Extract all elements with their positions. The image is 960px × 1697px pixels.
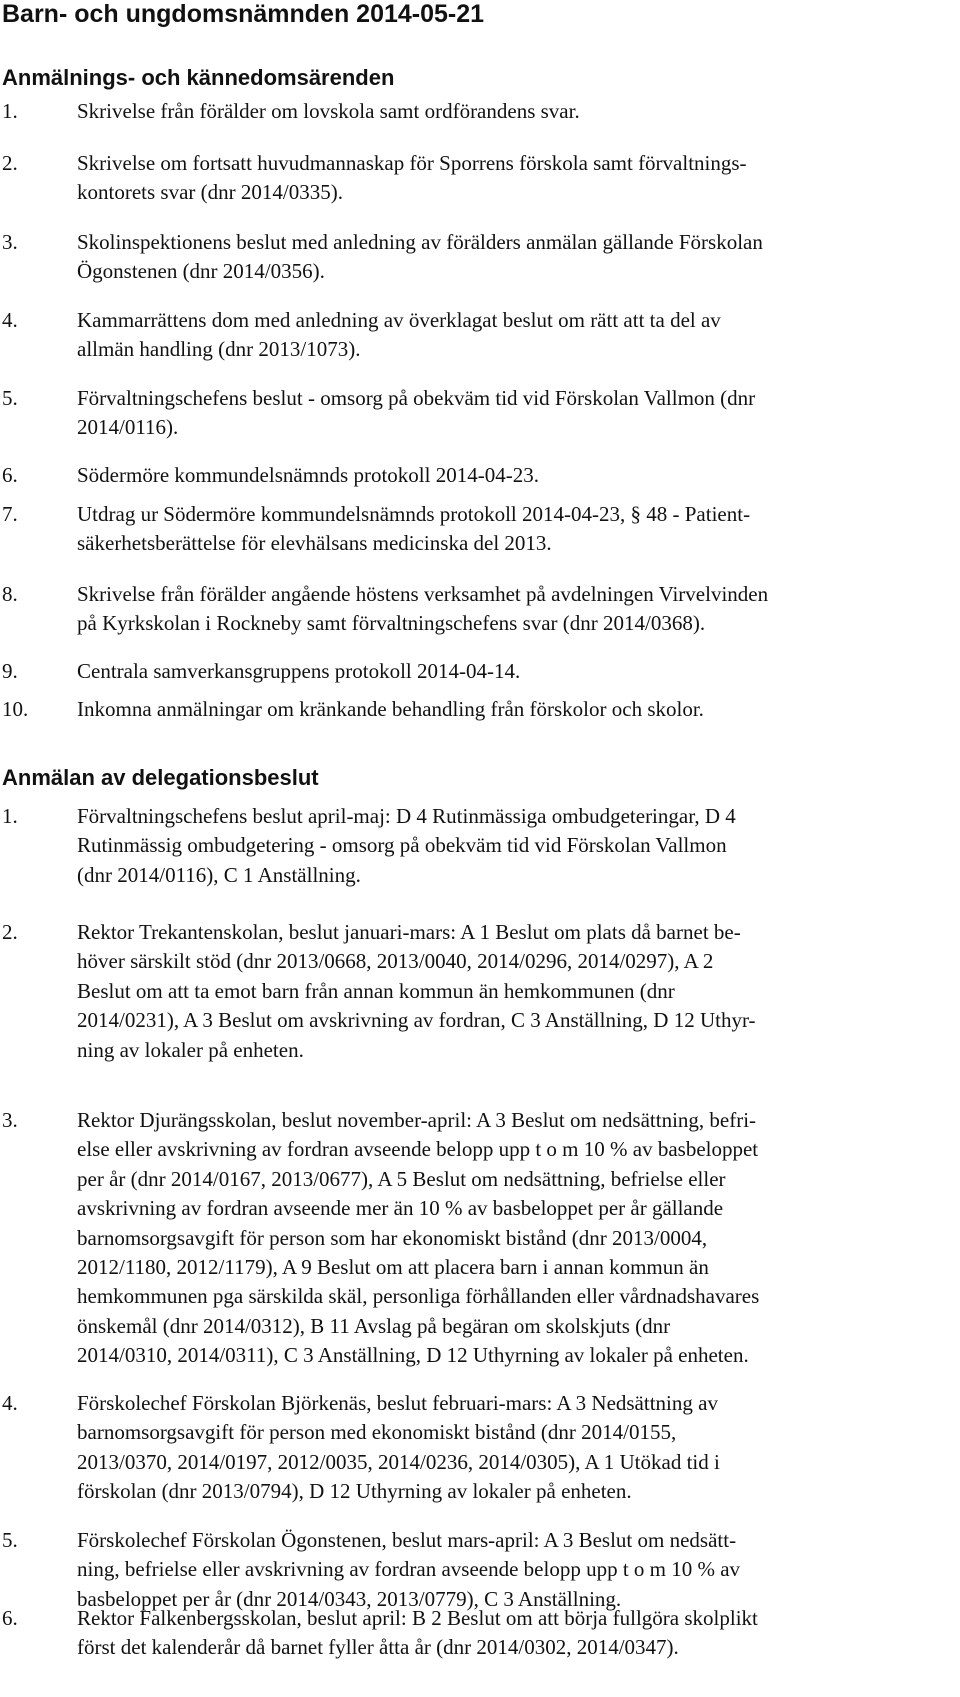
item-text-line: avskrivning av fordran avseende mer än 10 % av basbeloppet per år gällande (77, 1196, 724, 1221)
list-item (0, 149, 960, 208)
item-text-line: Förskolechef Förskolan Ögonstenen, beslut mars-april: A 3 Beslut om nedsätt- (77, 1528, 737, 1552)
list-item (0, 1106, 960, 1371)
item-text-line: ning, befrielse eller avskrivning av fordran avseende belopp upp t o m 10 % av (77, 1557, 741, 1582)
item-number: 5. (2, 1528, 18, 1552)
section-heading: Anmälan av delegationsbeslut (2, 765, 319, 790)
list-item (0, 1526, 960, 1614)
item-text-line: barnomsorgsavgift för person med ekonomiskt bistånd (dnr 2014/0155, (77, 1420, 677, 1445)
item-number: 6. (2, 1606, 18, 1630)
list-item (0, 918, 960, 1065)
item-text-line: Förvaltningschefens beslut april-maj: D 4 Rutinmässiga ombudgeteringar, D 4 (77, 804, 736, 828)
item-number: 1. (2, 99, 18, 123)
item-text-line: Förvaltningschefens beslut - omsorg på obekväm tid vid Förskolan Vallmon (dnr (77, 386, 756, 410)
item-text-line: Utdrag ur Södermöre kommundelsnämnds protokoll 2014-04-23, § 48 - Patient- (77, 502, 751, 526)
item-number: 7. (2, 502, 18, 526)
item-text-line: Skrivelse om fortsatt huvudmannaskap för Sporrens förskola samt förvaltnings- (77, 151, 747, 175)
item-text-line: Beslut om att ta emot barn från annan kommun än hemkommunen (dnr (77, 978, 675, 1003)
item-text-line: säkerhetsberättelse för elevhälsans medicinska del 2013. (77, 531, 552, 556)
item-number: 2. (2, 151, 18, 175)
item-text-line: allmän handling (dnr 2013/1073). (77, 337, 361, 362)
item-text-line: Förskolechef Förskolan Björkenäs, beslut februari-mars: A 3 Nedsättning av (77, 1391, 718, 1415)
item-text-line: Kammarrättens dom med anledning av överklagat beslut om rätt att ta del av (77, 308, 721, 332)
list-item (0, 461, 960, 490)
list-item (0, 802, 960, 890)
item-text-line: förskolan (dnr 2013/0794), D 12 Uthyrning av lokaler på enheten. (77, 1479, 632, 1504)
item-text-line: Rutinmässig ombudgetering - omsorg på obekväm tid vid Förskolan Vallmon (77, 833, 727, 858)
item-text-line: barnomsorgsavgift för person som har ekonomiskt bistånd (dnr 2013/0004, (77, 1225, 708, 1250)
item-number: 1. (2, 804, 18, 828)
item-number: 3. (2, 230, 18, 254)
item-text-line: Centrala samverkansgruppens protokoll 2014-04-14. (77, 659, 521, 683)
item-number: 4. (2, 308, 18, 332)
item-text-line: Rektor Trekantenskolan, beslut januari-mars: A 1 Beslut om plats då barnet be- (77, 920, 741, 944)
item-number: 4. (2, 1391, 18, 1415)
list-item (0, 657, 960, 686)
item-text-line: per år (dnr 2014/0167, 2013/0677), A 5 Beslut om nedsättning, befrielse eller (77, 1166, 726, 1191)
item-text-line: Rektor Djurängsskolan, beslut november-april: A 3 Beslut om nedsättning, befri- (77, 1108, 757, 1132)
item-text-line: 2014/0231), A 3 Beslut om avskrivning av fordran, C 3 Anställning, D 12 Uthyr- (77, 1008, 756, 1033)
item-text-line: basbeloppet per år (dnr 2014/0343, 2013/0779), C 3 Anställning. (77, 1586, 622, 1611)
item-text-line: Ögonstenen (dnr 2014/0356). (77, 259, 325, 284)
page-title: Barn- och ungdomsnämnden 2014-05-21 (2, 0, 485, 28)
section-heading: Anmälnings- och kännedomsärenden (2, 65, 395, 90)
item-number: 10. (2, 697, 29, 721)
list-item (0, 384, 960, 443)
item-number: 2. (2, 920, 18, 944)
item-text-line: else eller avskrivning av fordran avseende belopp upp t o m 10 % av basbeloppet (77, 1137, 759, 1162)
item-text-line: 2014/0116). (77, 415, 179, 440)
item-number: 8. (2, 582, 18, 606)
item-text-line: kontorets svar (dnr 2014/0335). (77, 180, 343, 205)
list-item (0, 580, 960, 639)
list-item (0, 228, 960, 287)
item-text-line: önskemål (dnr 2014/0312), B 11 Avslag på begäran om skolskjuts (dnr (77, 1313, 671, 1338)
list-item (0, 1389, 960, 1507)
list-item (0, 1604, 960, 1663)
item-text-line: ning av lokaler på enheten. (77, 1037, 304, 1062)
item-number: 3. (2, 1108, 18, 1132)
item-text-line: Skolinspektionens beslut med anledning av förälders anmälan gällande Förskolan (77, 230, 763, 254)
item-text-line: Södermöre kommundelsnämnds protokoll 2014-04-23. (77, 463, 539, 487)
list-item (0, 500, 960, 559)
item-text-line: på Kyrkskolan i Rockneby samt förvaltningschefens svar (dnr 2014/0368). (77, 611, 706, 636)
item-text-line: 2013/0370, 2014/0197, 2012/0035, 2014/0236, 2014/0305), A 1 Utökad tid i (77, 1449, 720, 1474)
item-number: 9. (2, 659, 18, 683)
item-text-line: Skrivelse från förälder om lovskola samt ordförandens svar. (77, 99, 580, 123)
item-text-line: höver särskilt stöd (dnr 2013/0668, 2013/0040, 2014/0296, 2014/0297), A 2 (77, 949, 714, 974)
item-text-line: Inkomna anmälningar om kränkande behandling från förskolor och skolor. (77, 697, 704, 721)
item-text-line: 2012/1180, 2012/1179), A 9 Beslut om att placera barn i annan kommun än (77, 1255, 709, 1279)
item-text-line: hemkommunen pga särskilda skäl, personliga förhållanden eller vårdnadshavares (77, 1284, 760, 1309)
item-number: 6. (2, 463, 18, 487)
item-text-line: (dnr 2014/0116), C 1 Anställning. (77, 862, 361, 887)
list-item (0, 306, 960, 365)
item-text-line: Rektor Falkenbergsskolan, beslut april: B 2 Beslut om att börja fullgöra skolplikt (77, 1606, 758, 1630)
item-number: 5. (2, 386, 18, 410)
list-item (0, 695, 960, 724)
list-item (0, 97, 960, 126)
item-text-line: 2014/0310, 2014/0311), C 3 Anställning, D 12 Uthyrning av lokaler på enheten. (77, 1343, 749, 1368)
item-text-line: Skrivelse från förälder angående höstens verksamhet på avdelningen Virvelvinden (77, 582, 769, 606)
item-text-line: först det kalenderår då barnet fyller åtta år (dnr 2014/0302, 2014/0347). (77, 1635, 679, 1660)
